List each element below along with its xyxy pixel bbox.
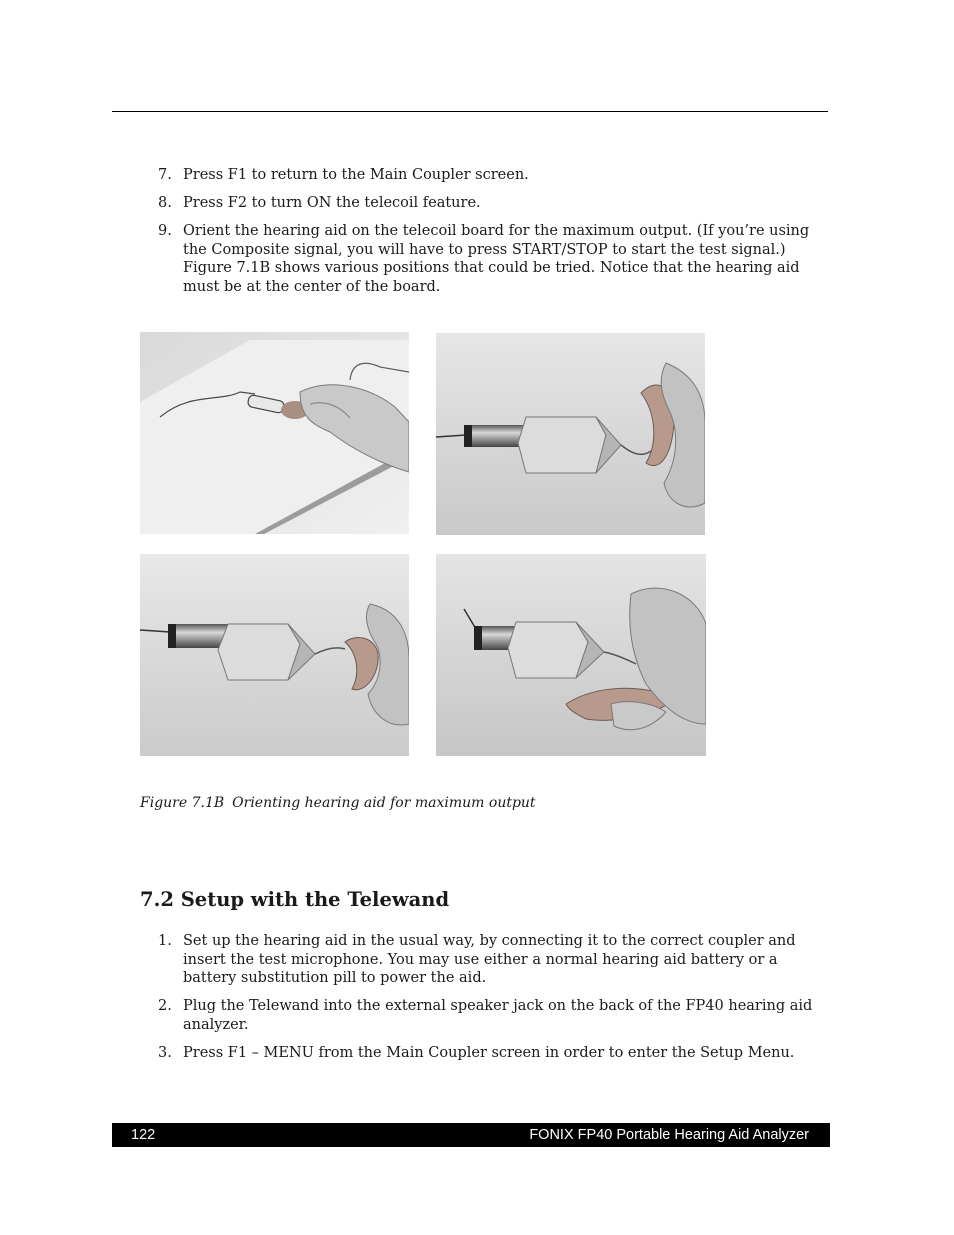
instruction-list-top (112, 166, 828, 306)
page-number: 122 (131, 1127, 156, 1143)
header-rule (112, 111, 828, 112)
section-heading: 7.2 Setup with the Telewand (140, 888, 450, 911)
step-text: Press F1 to return to the Main Coupler screen. (183, 167, 529, 183)
step-number: 3. (158, 1044, 172, 1061)
figure-caption (140, 795, 536, 811)
photo-board-overview (140, 332, 409, 534)
step-number: 2. (158, 998, 172, 1014)
figure-label: Figure 7.1B (140, 795, 225, 811)
instruction-list-bottom (112, 932, 828, 1072)
list-item (112, 194, 828, 213)
photo-position-upright (436, 333, 705, 535)
step-number: 1. (158, 933, 172, 949)
list-item (112, 222, 828, 296)
step-number: 7. (158, 167, 172, 183)
step-text: Set up the hearing aid in the usual way, by connecting it to the correct coupler and insert the test microphone. You may use either a normal hearing aid battery or a battery substitution pill to power the aid. (183, 933, 796, 986)
list-item (112, 1044, 828, 1063)
footer-bar (112, 1123, 830, 1147)
footer-title: FONIX FP40 Portable Hearing Aid Analyzer (529, 1127, 809, 1143)
list-item (112, 166, 828, 185)
step-text: Press F2 to turn ON the telecoil feature. (183, 195, 481, 211)
step-number: 8. (158, 195, 172, 211)
photo-position-angled (140, 554, 409, 756)
list-item (112, 997, 828, 1034)
list-item (112, 932, 828, 988)
figure-text: Orienting hearing aid for maximum output (232, 795, 536, 811)
step-text: Plug the Telewand into the external speaker jack on the back of the FP40 hearing aid analyzer. (183, 998, 813, 1033)
step-text: Orient the hearing aid on the telecoil board for the maximum output. (If you’re using the Composite signal, you will have to press START/STOP to start the test signal.) Figure 7.1B shows various positions that could be tried. Notice that the hearing aid must be at the center of the board. (183, 223, 810, 295)
photo-position-flat (436, 554, 706, 756)
step-text: Press F1 – MENU from the Main Coupler screen in order to enter the Setup Menu. (183, 1044, 795, 1061)
step-number: 9. (158, 223, 172, 239)
